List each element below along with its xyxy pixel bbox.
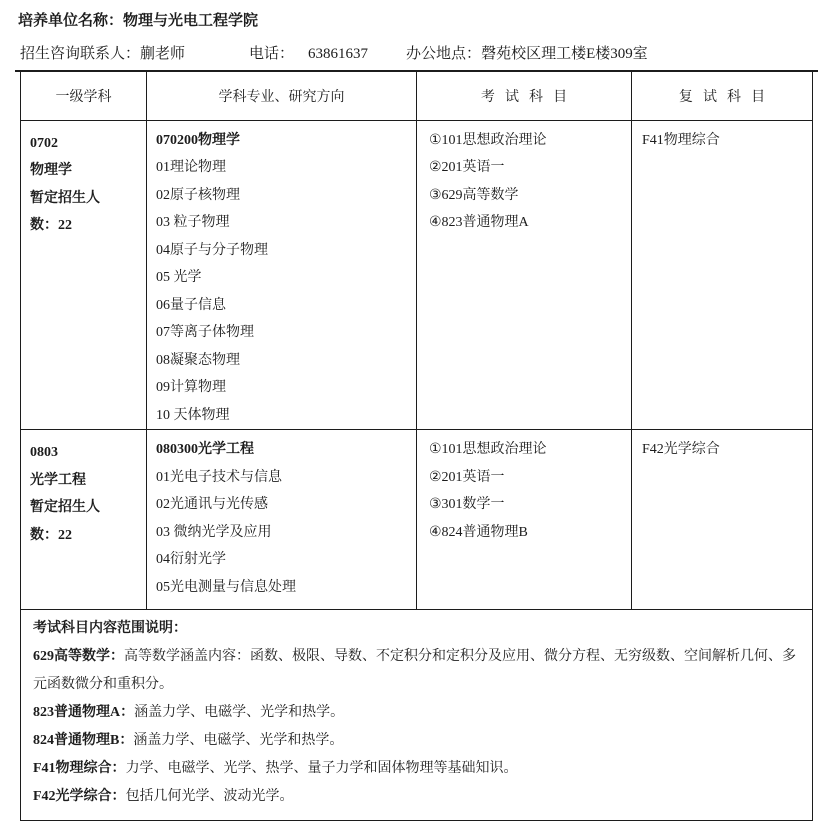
direction-item: 03 微纳光学及应用 bbox=[156, 524, 272, 540]
enrollment-line: 暂定招生人 bbox=[30, 190, 100, 206]
program-title: 080300光学工程 bbox=[156, 442, 254, 457]
exam-subject-item: ④823普通物理A bbox=[429, 215, 529, 230]
retest-subject: F42光学综合 bbox=[642, 442, 720, 457]
table-row-physics bbox=[21, 120, 813, 430]
direction-item: 04原子与分子物理 bbox=[156, 242, 268, 258]
exam-subjects-cell bbox=[417, 430, 632, 610]
enrollment-line: 暂定招生人 bbox=[30, 500, 100, 515]
direction-item: 01光电子技术与信息 bbox=[156, 469, 282, 485]
exam-subject-item: ②201英语一 bbox=[429, 160, 505, 175]
exam-subject-item: ④824普通物理B bbox=[429, 524, 528, 540]
note-label: 823普通物理A： bbox=[33, 705, 135, 720]
direction-item: 07等离子体物理 bbox=[156, 325, 254, 340]
direction-item: 02原子核物理 bbox=[156, 187, 240, 203]
header-retest-subjects: 复试科目 bbox=[632, 72, 813, 120]
phone-label: 电话： bbox=[249, 46, 295, 62]
note-text: 涵盖力学、电磁学、光学和热学。 bbox=[133, 733, 344, 748]
direction-item: 04衍射光学 bbox=[156, 552, 226, 567]
notes-row bbox=[21, 610, 813, 821]
discipline-cell bbox=[21, 120, 147, 430]
exam-subject-item: ③629高等数学 bbox=[429, 187, 519, 203]
contact-label: 招生咨询联系人： bbox=[20, 46, 141, 62]
direction-item: 02光通讯与光传感 bbox=[156, 497, 268, 512]
note-text: 包括几何光学、波动光学。 bbox=[125, 789, 294, 804]
note-item bbox=[33, 783, 798, 811]
discipline-name: 物理学 bbox=[30, 163, 72, 178]
retest-subject-cell bbox=[632, 120, 813, 430]
contact-name: 蒯老师 bbox=[140, 46, 186, 62]
exam-subject-item: ②201英语一 bbox=[429, 469, 505, 485]
direction-item: 10 天体物理 bbox=[156, 407, 230, 423]
retest-subject: F41物理综合 bbox=[642, 132, 720, 148]
unit-name: 物理与光电工程学院 bbox=[123, 13, 259, 29]
office-label: 办公地点： bbox=[406, 46, 482, 62]
retest-subject-cell bbox=[632, 430, 813, 610]
program-title: 070200物理学 bbox=[156, 132, 240, 148]
note-text: 力学、电磁学、光学、热学、量子力学和固体物理等基础知识。 bbox=[125, 761, 518, 776]
header-discipline: 一级学科 bbox=[21, 72, 147, 120]
table-row-optical-engineering bbox=[21, 430, 813, 610]
header-program-direction: 学科专业、研究方向 bbox=[147, 72, 417, 120]
note-label: F42光学综合： bbox=[33, 789, 126, 804]
note-label: 824普通物理B： bbox=[33, 733, 134, 748]
note-item bbox=[33, 643, 798, 699]
note-item bbox=[33, 699, 798, 727]
program-cell bbox=[147, 430, 417, 610]
direction-item: 05光电测量与信息处理 bbox=[156, 579, 296, 595]
program-cell bbox=[147, 120, 417, 430]
note-text: 涵盖力学、电磁学、光学和热学。 bbox=[134, 705, 345, 720]
exam-scope-notes bbox=[21, 610, 813, 821]
note-text: 高等数学涵盖内容：函数、极限、导数、不定积分和定积分及应用、微分方程、无穷级数、空间解析几何、多元函数微分和重积分。 bbox=[33, 649, 796, 692]
exam-subjects-cell bbox=[417, 120, 632, 430]
header-exam-subjects: 考试科目 bbox=[417, 72, 632, 120]
direction-item: 06量子信息 bbox=[156, 297, 226, 313]
admissions-table bbox=[20, 72, 813, 821]
enrollment-count: 数：22 bbox=[30, 527, 72, 543]
unit-title-line bbox=[0, 0, 832, 30]
direction-item: 08凝聚态物理 bbox=[156, 352, 240, 368]
exam-subject-item: ①101思想政治理论 bbox=[429, 132, 547, 148]
discipline-cell bbox=[21, 430, 147, 610]
notes-title: 考试科目内容范围说明： bbox=[33, 621, 187, 636]
exam-subject-item: ①101思想政治理论 bbox=[429, 442, 547, 457]
contact-line bbox=[0, 30, 832, 63]
phone-number: 63861637 bbox=[308, 46, 369, 62]
discipline-code: 0702 bbox=[30, 135, 58, 151]
note-item bbox=[33, 727, 798, 755]
direction-item: 03 粒子物理 bbox=[156, 215, 230, 230]
direction-item: 09计算物理 bbox=[156, 380, 226, 395]
direction-item: 05 光学 bbox=[156, 270, 202, 285]
direction-item: 01理论物理 bbox=[156, 160, 226, 175]
discipline-name: 光学工程 bbox=[30, 472, 86, 488]
unit-label: 培养单位名称： bbox=[18, 13, 124, 29]
enrollment-count: 数：22 bbox=[30, 218, 72, 233]
discipline-code: 0803 bbox=[30, 445, 58, 460]
table-header-row bbox=[21, 72, 813, 120]
office-location: 磬苑校区理工楼E楼309室 bbox=[481, 46, 648, 62]
note-item bbox=[33, 755, 798, 783]
exam-subject-item: ③301数学一 bbox=[429, 497, 505, 512]
note-label: 629高等数学： bbox=[33, 649, 124, 664]
note-label: F41物理综合： bbox=[33, 761, 126, 776]
